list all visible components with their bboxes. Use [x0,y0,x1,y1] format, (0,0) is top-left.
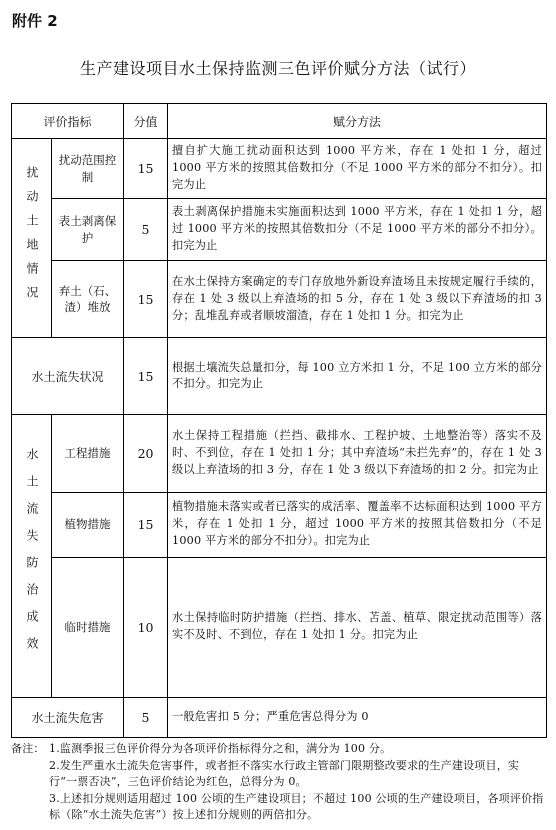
notes [11,741,547,824]
note-3: 3.上述扣分规则适用超过 100 公顷的生产建设项目；不超过 100 公顷的生产建设项目，各项评价指标（除“水土流失危害”）按上述扣分规则的两倍扣分。 [49,791,544,821]
group-erosion-status: 水土流失状况 [12,338,124,415]
table-row [12,557,547,697]
sub-indicator: 表土剥离保护 [52,199,124,261]
annex-label: 附件 2 [12,12,58,30]
score-cell: 5 [124,199,168,261]
score-cell: 15 [124,492,168,557]
sub-indicator: 扰动范围控制 [52,139,124,199]
group-disturb [12,139,52,338]
score-cell: 20 [124,415,168,492]
method-cell: 水土保持工程措施（拦挡、截排水、工程护坡、土地整治等）落实不及时、不到位，存在 1 处扣 1 分；其中弃渣场“未拦先弃”的，存在 1 处 3 级以上弃渣场的扣 3 分，存在 1 处 3 级以下弃渣场的扣 2 分。扣完为止 [168,415,547,492]
header-method: 赋分方法 [168,104,547,139]
group-hazard: 水土流失危害 [12,697,124,737]
note-2: 2.发生严重水土流失危害事件，或者拒不落实水行政主管部门限期整改要求的生产建设项目，实行“一票否决”，三色评价结论为红色，总得分为 0。 [49,758,520,788]
table-row [12,415,547,492]
sub-indicator: 植物措施 [52,492,124,557]
scoring-table [11,103,547,738]
header-score: 分值 [124,104,168,139]
method-cell: 表土剥离保护措施未实施面积达到 1000 平方米，存在 1 处扣 1 分，超过 1000 平方米的按照其倍数扣分（不足 1000 平方米的部分不扣分）。扣完为止 [168,199,547,261]
score-cell: 15 [124,338,168,415]
score-cell: 15 [124,139,168,199]
sub-indicator: 工程措施 [52,415,124,492]
group-disturb-label: 扰动土地情况 [25,166,39,311]
notes-label: 备注： [11,742,45,755]
sub-indicator: 弃土（石、渣）堆放 [52,261,124,338]
score-cell: 15 [124,261,168,338]
table-row [12,261,547,338]
sub-indicator: 临时措施 [52,557,124,697]
note-text: 1.监测季报三色评价得分为各项评价指标得分之和，满分为 100 分。 [49,742,392,755]
method-cell: 水土保持临时防护措施（拦挡、排水、苫盖、植草、限定扰动范围等）落实不及时、不到位，存在 1 处扣 1 分。扣完为止 [168,557,547,697]
method-cell: 擅自扩大施工扰动面积达到 1000 平方米，存在 1 处扣 1 分，超过 1000 平方米的按照其倍数扣分（不足 1000 平方米的部分不扣分）。扣完为止 [168,139,547,199]
method-cell: 植物措施未落实或者已落实的成活率、覆盖率不达标面积达到 1000 平方米，存在 1 处扣 1 分，超过 1000 平方米的按照其倍数扣分（不足 1000 平方米的部分不扣分）。扣完为止 [168,492,547,557]
group-prevention-label: 水土流失防治成效 [25,448,39,665]
table-row [12,697,547,737]
method-cell: 一般危害扣 5 分；严重危害总得分为 0 [168,697,547,737]
document-title: 生产建设项目水土保持监测三色评价赋分方法（试行） [79,59,476,78]
table-row [12,492,547,557]
header-indicator: 评价指标 [12,104,124,139]
method-cell: 在水土保持方案确定的专门存放地外新设弃渣场且未按规定履行手续的，存在 1 处 3 级以上弃渣场的扣 5 分，存在 1 处 3 级以下弃渣场的扣 3 分；乱堆乱弃或者顺坡溜渣，存在 1 处扣 1 分。扣完为止 [168,261,547,338]
table-row [12,338,547,415]
note-1 [11,741,547,758]
table-header-row [12,104,547,139]
score-cell: 10 [124,557,168,697]
score-cell: 5 [124,697,168,737]
method-cell: 根据土壤流失总量扣分，每 100 立方米扣 1 分，不足 100 立方米的部分不扣分。扣完为止 [168,338,547,415]
table-row [12,199,547,261]
group-prevention [12,415,52,697]
table-row [12,139,547,199]
